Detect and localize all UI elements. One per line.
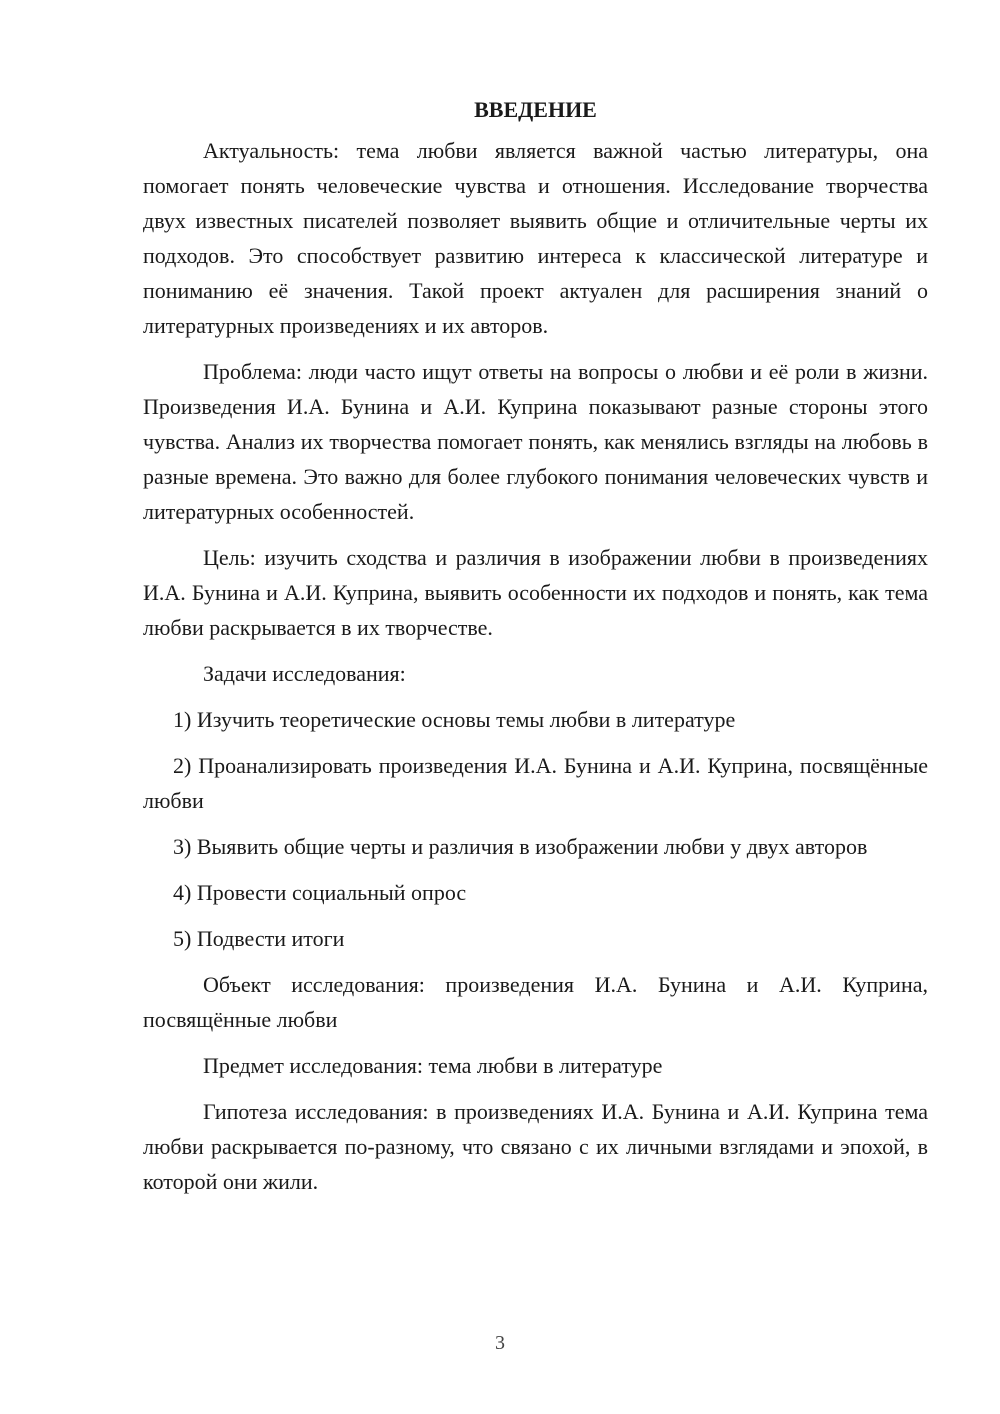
task-item-4: 4) Провести социальный опрос bbox=[173, 880, 467, 905]
tasks-list bbox=[143, 702, 928, 956]
goal-paragraph: Цель: изучить сходства и различия в изображении любви в произведениях И.А. Бунина и А.И. Куприна, выявить особенности их подходов и понять, как тема любви раскрывается в их творчестве. bbox=[143, 545, 928, 640]
relevance-paragraph: Актуальность: тема любви является важной частью литературы, она помогает понять человеческие чувства и отношения. Исследование творчества двух известных писателей позволяет выявить общие и отличительные черты их подходов. Это способствует развитию интереса к классической литературе и пониманию её значения. Такой проект актуален для расширения знаний о литературных произведениях и их авторов. bbox=[143, 138, 928, 338]
document-page bbox=[143, 92, 928, 1210]
object-paragraph: Объект исследования: произведения И.А. Бунина и А.И. Куприна, посвящённые любви bbox=[143, 972, 928, 1032]
task-item-3: 3) Выявить общие черты и различия в изображении любви у двух авторов bbox=[173, 834, 868, 859]
task-item-2: 2) Проанализировать произведения И.А. Бунина и А.И. Куприна, посвящённые любви bbox=[143, 753, 928, 813]
hypothesis-paragraph: Гипотеза исследования: в произведениях И.А. Бунина и А.И. Куприна тема любви раскрывается по-разному, что связано с их личными взглядами и эпохой, в которой они жили. bbox=[143, 1099, 928, 1194]
section-title: ВВЕДЕНИЕ bbox=[474, 97, 597, 122]
problem-paragraph: Проблема: люди часто ищут ответы на вопросы о любви и её роли в жизни. Произведения И.А. Бунина и А.И. Куприна показывают разные стороны этого чувства. Анализ их творчества помогает понять, как менялись взгляды на любовь в разные времена. Это важно для более глубокого понимания человеческих чувств и литературных особенностей. bbox=[143, 359, 928, 524]
tasks-heading: Задачи исследования: bbox=[203, 661, 406, 686]
subject-paragraph: Предмет исследования: тема любви в литературе bbox=[203, 1053, 663, 1078]
task-item-1: 1) Изучить теоретические основы темы любви в литературе bbox=[173, 707, 736, 732]
page-number: 3 bbox=[495, 1332, 505, 1354]
task-item-5: 5) Подвести итоги bbox=[173, 926, 345, 951]
